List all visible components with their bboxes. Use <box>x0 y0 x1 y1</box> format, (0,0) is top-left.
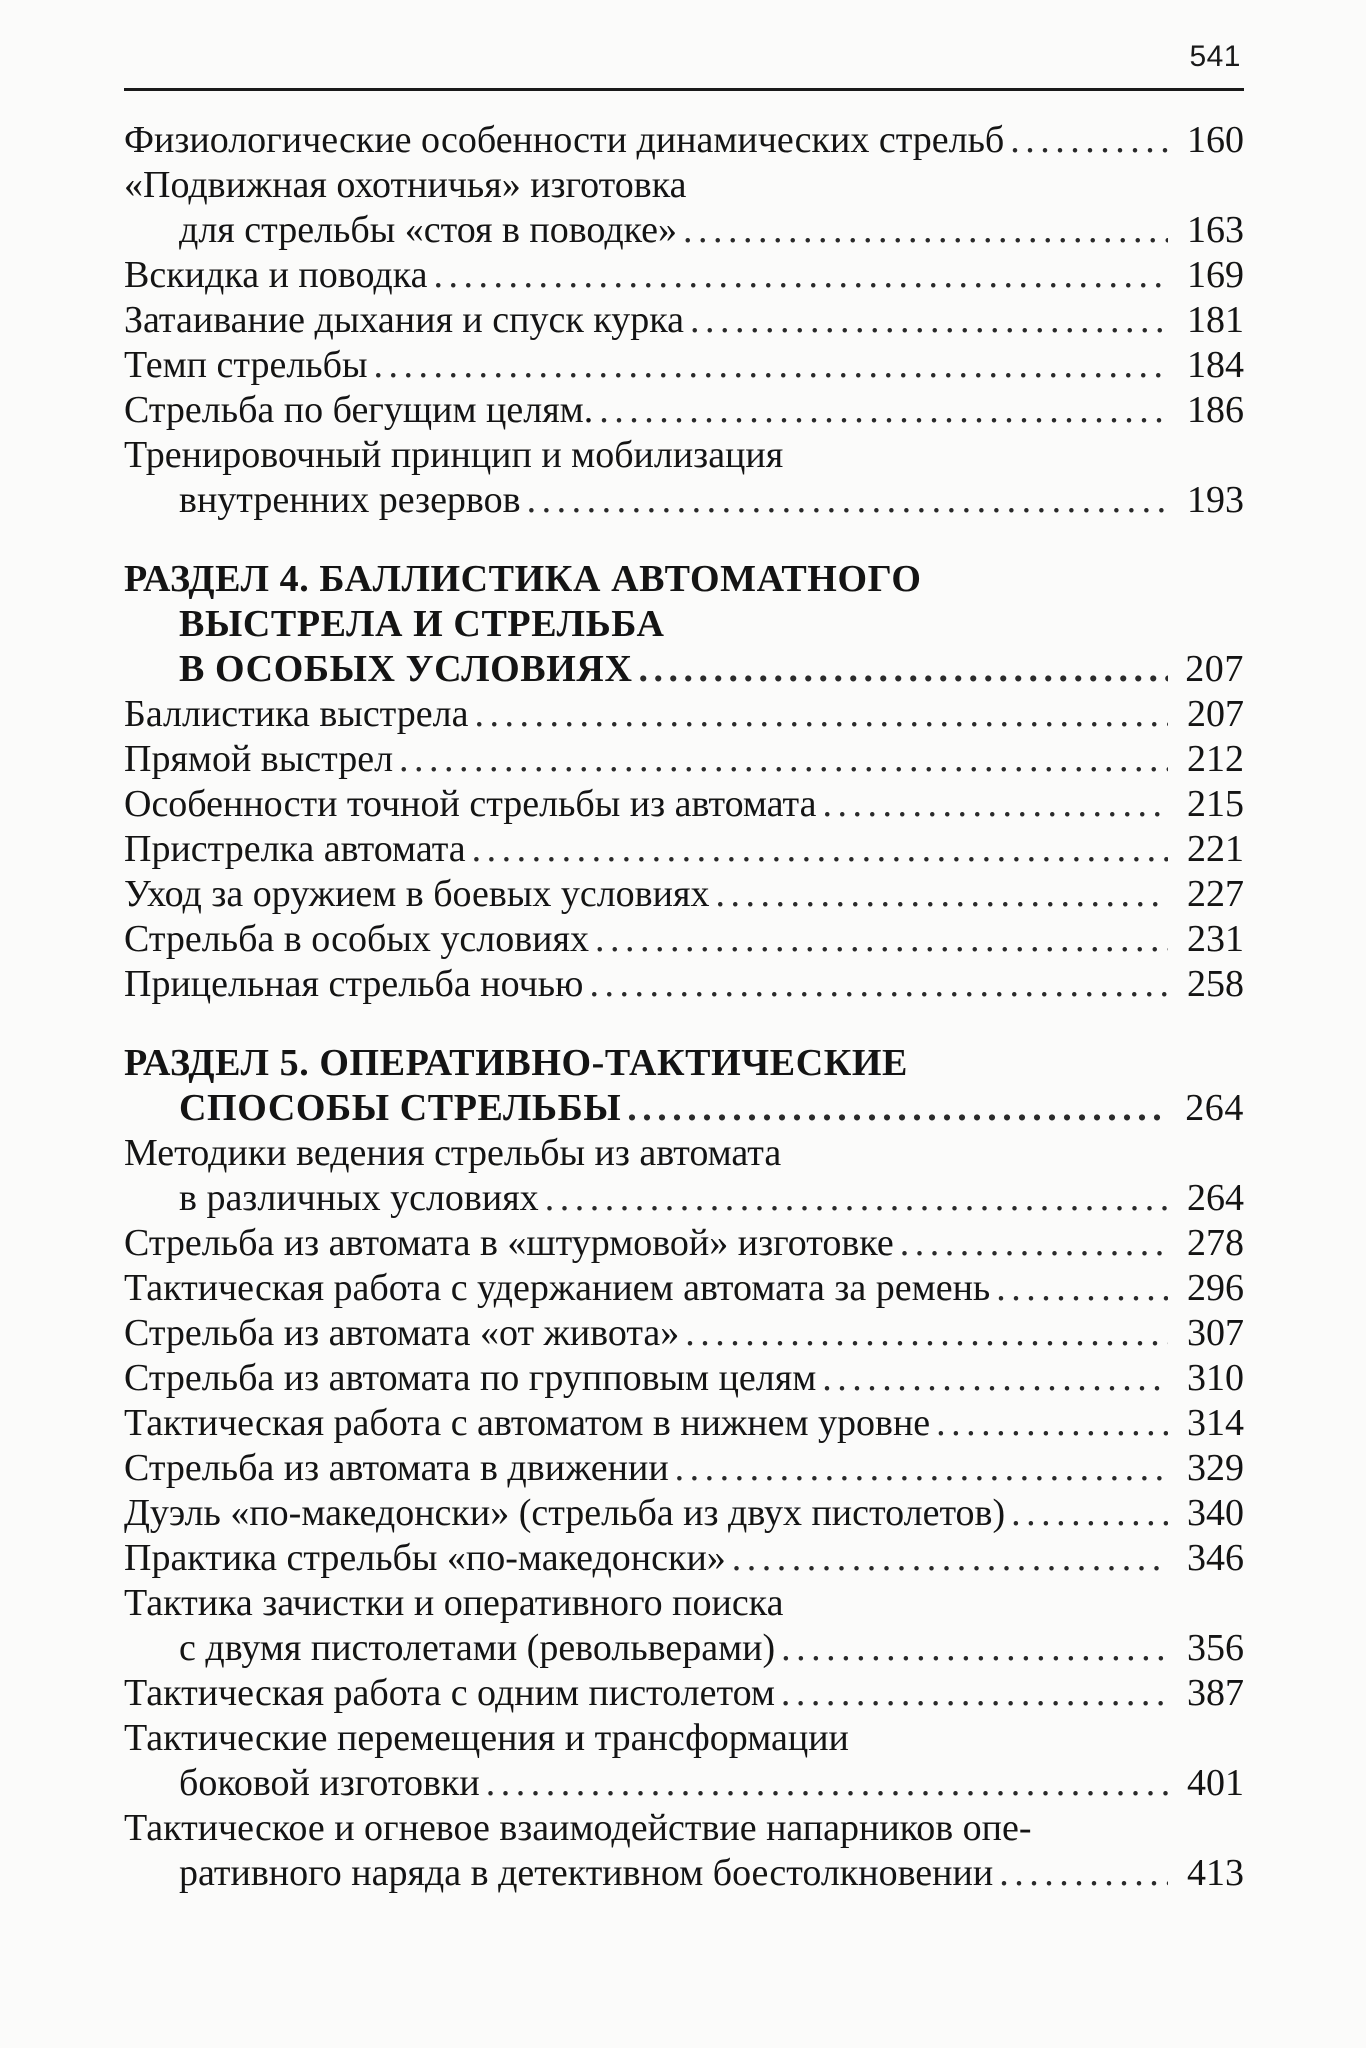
toc-line <box>124 557 1244 602</box>
toc-entry-page: 231 <box>1187 918 1244 960</box>
toc-line <box>124 827 1244 872</box>
dot-leader <box>823 782 1169 827</box>
toc-entry <box>124 1266 1244 1311</box>
toc-entry-page: 258 <box>1187 963 1244 1005</box>
toc-entry <box>124 872 1244 917</box>
toc-entry-title: Стрельба из автомата в движении <box>124 1447 669 1489</box>
toc-line <box>124 1446 1244 1491</box>
toc-entry-title: Темп стрельбы <box>124 344 368 386</box>
toc-line <box>124 163 1244 208</box>
toc-entry <box>124 962 1244 1007</box>
toc-entry-page: 212 <box>1187 738 1244 780</box>
toc-line <box>124 253 1244 298</box>
toc-line <box>124 1311 1244 1356</box>
toc-entry-page: 207 <box>1187 693 1244 735</box>
section-4 <box>124 557 1244 692</box>
dot-leader <box>474 692 1168 737</box>
page-number: 541 <box>1189 40 1241 73</box>
toc-entry-title: СПОСОБЫ СТРЕЛЬБЫ <box>179 1087 622 1129</box>
toc-entry <box>124 1491 1244 1536</box>
toc-entry-page: 340 <box>1187 1492 1244 1534</box>
toc-line <box>124 602 1244 647</box>
dot-leader <box>639 647 1169 692</box>
toc-entry-title: Прямой выстрел <box>124 738 394 780</box>
toc-line <box>124 1626 1244 1671</box>
toc-entry-title: Тактические перемещения и трансформации <box>124 1717 849 1759</box>
toc-entry <box>124 433 1244 523</box>
dot-leader <box>527 478 1168 523</box>
dot-leader <box>781 1626 1168 1671</box>
dot-leader <box>545 1176 1168 1221</box>
toc-line <box>124 737 1244 782</box>
dot-leader <box>822 1356 1168 1401</box>
toc-line <box>124 1176 1244 1221</box>
toc-entry-title: Особенности точной стрельбы из автомата <box>124 783 817 825</box>
toc-entry-title: ративного наряда в детективном боестолкновении <box>179 1852 994 1894</box>
toc-entry <box>124 827 1244 872</box>
toc-entry <box>124 388 1244 433</box>
toc-entry-page: 278 <box>1187 1222 1244 1264</box>
toc-line <box>124 1716 1244 1761</box>
dot-leader <box>732 1536 1168 1581</box>
toc-entry <box>124 1581 1244 1671</box>
toc-line <box>124 1266 1244 1311</box>
toc-entry-page: 387 <box>1187 1672 1244 1714</box>
section-heading <box>124 1041 1244 1131</box>
toc-entry-page: 227 <box>1187 873 1244 915</box>
toc-entry-title: ВЫСТРЕЛА И СТРЕЛЬБА <box>179 603 665 645</box>
dot-leader <box>996 1266 1168 1311</box>
toc-entry <box>124 118 1244 163</box>
toc-line <box>124 917 1244 962</box>
toc-line <box>124 1041 1244 1086</box>
toc-entry <box>124 1716 1244 1806</box>
dot-leader <box>1011 1491 1168 1536</box>
toc-entry-title: Физиологические особенности динамических стрельб <box>124 119 1005 161</box>
toc-line <box>124 692 1244 737</box>
toc-entry-page: 169 <box>1187 254 1244 296</box>
toc-entry-page: 186 <box>1187 389 1244 431</box>
toc-entry <box>124 1671 1244 1716</box>
toc-entry-title: Стрельба из автомата в «штурмовой» изготовке <box>124 1222 894 1264</box>
toc-line <box>124 388 1244 433</box>
toc-entry-page: 193 <box>1187 479 1244 521</box>
toc-entry-title: Вскидка и поводка <box>124 254 428 296</box>
toc-entry-page: 329 <box>1187 1447 1244 1489</box>
section-heading <box>124 557 1244 692</box>
toc-entry-title: Тактическая работа с автоматом в нижнем уровне <box>124 1402 931 1444</box>
dot-leader <box>900 1221 1168 1266</box>
dot-leader <box>690 298 1168 343</box>
dot-leader <box>373 343 1168 388</box>
toc-entry-title: Уход за оружием в боевых условиях <box>124 873 710 915</box>
section-gap <box>124 523 1244 557</box>
toc-line <box>124 1671 1244 1716</box>
toc-entry-title: Методики ведения стрельбы из автомата <box>124 1132 782 1174</box>
toc-entry-title: Тактическая работа с одним пистолетом <box>124 1672 775 1714</box>
toc-entry-page: 346 <box>1187 1537 1244 1579</box>
toc-entry-page: 207 <box>1185 648 1244 690</box>
toc-line <box>124 1806 1244 1851</box>
toc-entry-title: Дуэль «по-македонски» (стрельба из двух пистолетов) <box>124 1492 1006 1534</box>
toc-entry <box>124 1356 1244 1401</box>
toc-entry <box>124 1221 1244 1266</box>
toc-entry-page: 264 <box>1185 1087 1244 1129</box>
toc-line <box>124 1356 1244 1401</box>
dot-leader <box>683 208 1168 253</box>
toc-line <box>124 433 1244 478</box>
toc-entry-title: РАЗДЕЛ 4. БАЛЛИСТИКА АВТОМАТНОГО <box>124 558 922 600</box>
toc-entry-page: 181 <box>1187 299 1244 341</box>
toc-entry-title: боковой изготовки <box>179 1762 480 1804</box>
toc-line <box>124 1581 1244 1626</box>
toc-entry-page: 160 <box>1187 119 1244 161</box>
toc-entry-title: Стрельба из автомата «от живота» <box>124 1312 680 1354</box>
toc-line <box>124 1131 1244 1176</box>
toc-line <box>124 118 1244 163</box>
toc-line <box>124 1491 1244 1536</box>
toc-entry-title: РАЗДЕЛ 5. ОПЕРАТИВНО-ТАКТИЧЕСКИЕ <box>124 1042 909 1084</box>
toc-line <box>124 1401 1244 1446</box>
toc-entry <box>124 692 1244 737</box>
toc-entry-title: В ОСОБЫХ УСЛОВИЯХ <box>179 648 633 690</box>
toc-entry-page: 264 <box>1187 1177 1244 1219</box>
toc-line <box>124 1086 1244 1131</box>
dot-leader <box>472 827 1168 872</box>
toc-entry-title: с двумя пистолетами (револьверами) <box>179 1627 776 1669</box>
toc-entry <box>124 253 1244 298</box>
toc-entry <box>124 1131 1244 1221</box>
toc-entry <box>124 343 1244 388</box>
toc-entry <box>124 1806 1244 1896</box>
dot-leader <box>627 1086 1168 1131</box>
toc-entry-page: 413 <box>1187 1852 1244 1894</box>
dot-leader <box>1010 118 1168 163</box>
toc-line <box>124 647 1244 692</box>
dot-leader <box>595 917 1168 962</box>
dot-leader <box>599 388 1168 433</box>
toc-entry-title: Стрельба из автомата по групповым целям <box>124 1357 817 1399</box>
dot-leader <box>999 1851 1168 1896</box>
toc-entry <box>124 1401 1244 1446</box>
toc-line <box>124 1221 1244 1266</box>
toc-entry-page: 307 <box>1187 1312 1244 1354</box>
toc-entry-title: Затаивание дыхания и спуск курка <box>124 299 684 341</box>
dot-leader <box>675 1446 1168 1491</box>
toc-entry-page: 163 <box>1187 209 1244 251</box>
toc-entry-page: 221 <box>1187 828 1244 870</box>
toc-entry-page: 310 <box>1187 1357 1244 1399</box>
section-gap <box>124 1007 1244 1041</box>
toc-line <box>124 1536 1244 1581</box>
toc-entry-title: Тактическое и огневое взаимодействие напарников опе- <box>124 1807 1032 1849</box>
toc-entry-page: 215 <box>1187 783 1244 825</box>
toc-entry <box>124 782 1244 827</box>
toc-line <box>124 782 1244 827</box>
dot-leader <box>685 1311 1168 1356</box>
toc-entry-title: Стрельба по бегущим целям. <box>124 389 594 431</box>
toc-entry-page: 296 <box>1187 1267 1244 1309</box>
dot-leader <box>433 253 1168 298</box>
toc-entry-title: Тактика зачистки и оперативного поиска <box>124 1582 784 1624</box>
toc-entry-title: Прицельная стрельба ночью <box>124 963 584 1005</box>
dot-leader <box>486 1761 1168 1806</box>
toc-entry-title: внутренних резервов <box>179 479 521 521</box>
toc-entry-title: Баллистика выстрела <box>124 693 469 735</box>
dot-leader <box>399 737 1168 782</box>
toc-entry-title: Пристрелка автомата <box>124 828 466 870</box>
toc-line <box>124 343 1244 388</box>
toc-line <box>124 208 1244 253</box>
toc-entry <box>124 163 1244 253</box>
toc-entry-title: для стрельбы «стоя в поводке» <box>179 209 678 251</box>
toc-entry-title: «Подвижная охотничья» изготовка <box>124 164 687 206</box>
toc-entry-title: Практика стрельбы «по-македонски» <box>124 1537 726 1579</box>
toc-entry-page: 356 <box>1187 1627 1244 1669</box>
dot-leader <box>936 1401 1168 1446</box>
toc-entry <box>124 737 1244 782</box>
toc-line <box>124 1851 1244 1896</box>
dot-leader <box>715 872 1168 917</box>
toc-line <box>124 872 1244 917</box>
toc-line <box>124 1761 1244 1806</box>
toc-entry-page: 184 <box>1187 344 1244 386</box>
toc-entry-title: Тренировочный принцип и мобилизация <box>124 434 784 476</box>
dot-leader <box>589 962 1168 1007</box>
toc-entry <box>124 1446 1244 1491</box>
toc-line <box>124 298 1244 343</box>
toc-entry <box>124 1536 1244 1581</box>
dot-leader <box>781 1671 1168 1716</box>
section-5 <box>124 1041 1244 1131</box>
toc-line <box>124 962 1244 1007</box>
table-of-contents <box>124 118 1244 1896</box>
toc-entry-title: Стрельба в особых условиях <box>124 918 589 960</box>
toc-entry <box>124 298 1244 343</box>
header-rule <box>124 88 1244 91</box>
toc-entry <box>124 1311 1244 1356</box>
toc-entry-title: Тактическая работа с удержанием автомата за ремень <box>124 1267 991 1309</box>
toc-entry-title: в различных условиях <box>179 1177 539 1219</box>
toc-entry-page: 401 <box>1187 1762 1244 1804</box>
toc-entry-page: 314 <box>1187 1402 1244 1444</box>
toc-entry <box>124 917 1244 962</box>
toc-line <box>124 478 1244 523</box>
